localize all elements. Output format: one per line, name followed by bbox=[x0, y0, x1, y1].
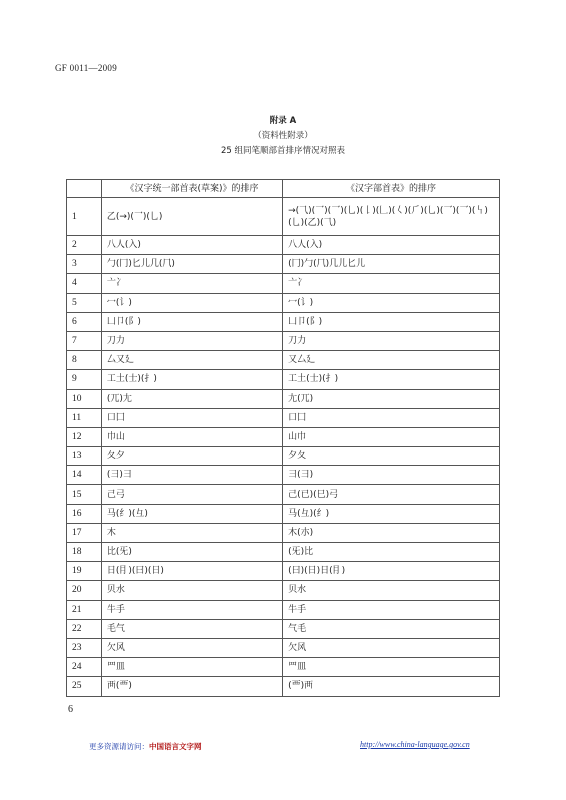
radical-order-cell: (覀)襾 bbox=[283, 677, 500, 696]
row-number-cell: 14 bbox=[67, 466, 102, 485]
radical-order-cell: (旡)比 bbox=[283, 543, 500, 562]
row-number-cell: 8 bbox=[67, 351, 102, 370]
row-number-cell: 22 bbox=[67, 619, 102, 638]
draft-order-cell: 勹(冂)匕儿几(⺇) bbox=[101, 255, 282, 274]
table-row bbox=[67, 466, 500, 485]
radical-order-cell: 夕夂 bbox=[283, 447, 500, 466]
header-draft-order: 《汉字统一部首表(草案)》的排序 bbox=[101, 180, 282, 198]
draft-order-cell: 欠风 bbox=[101, 638, 282, 657]
row-number-cell: 4 bbox=[67, 274, 102, 293]
row-number-cell: 20 bbox=[67, 581, 102, 600]
table-header-row bbox=[67, 180, 500, 198]
row-number-cell: 15 bbox=[67, 485, 102, 504]
table-row bbox=[67, 370, 500, 389]
table-row bbox=[67, 581, 500, 600]
table-row bbox=[67, 543, 500, 562]
radical-order-cell: 己(已)(巳)弓 bbox=[283, 485, 500, 504]
footer-url-link[interactable]: http://www.china-language.gov.cn bbox=[360, 740, 470, 749]
row-number-cell: 5 bbox=[67, 293, 102, 312]
radical-order-cell: (曰)(⽇)日(⺝) bbox=[283, 562, 500, 581]
draft-order-cell: (彐)彐 bbox=[101, 466, 282, 485]
table-row bbox=[67, 427, 500, 446]
row-number-cell: 6 bbox=[67, 312, 102, 331]
appendix-type: （资料性附录） bbox=[253, 131, 313, 141]
row-number-cell: 10 bbox=[67, 389, 102, 408]
radical-order-cell: →(⺄)(⺂)(乛)(⺃)(𠄌)(𠃊)(𡿨)(⺁)(乚)(乛)(乛)(𠃑)(乚)(乙)(⺄) bbox=[283, 198, 500, 236]
radical-order-cell: 亠冫 bbox=[283, 274, 500, 293]
row-number-cell: 19 bbox=[67, 562, 102, 581]
draft-order-cell: 牛手 bbox=[101, 600, 282, 619]
title-block bbox=[0, 114, 566, 159]
radical-order-cell: 罒皿 bbox=[283, 658, 500, 677]
table-caption: 25 组同笔顺部首排序情况对照表 bbox=[220, 146, 346, 156]
draft-order-cell: (兀)尢 bbox=[101, 389, 282, 408]
row-number-cell: 3 bbox=[67, 255, 102, 274]
draft-order-cell: 毛气 bbox=[101, 619, 282, 638]
table-row bbox=[67, 331, 500, 350]
table-row bbox=[67, 523, 500, 542]
row-number-cell: 25 bbox=[67, 677, 102, 696]
radical-order-cell: 彐(彐) bbox=[283, 466, 500, 485]
table-row bbox=[67, 485, 500, 504]
header-number bbox=[67, 180, 102, 198]
appendix-title: 附录 A bbox=[269, 116, 297, 126]
row-number-cell: 11 bbox=[67, 408, 102, 427]
table-body bbox=[67, 198, 500, 697]
radical-order-cell: 刀力 bbox=[283, 331, 500, 350]
row-number-cell: 24 bbox=[67, 658, 102, 677]
radical-order-cell: 牛手 bbox=[283, 600, 500, 619]
radical-order-cell: 尢(兀) bbox=[283, 389, 500, 408]
footer-site-link[interactable]: 中国语言文字网 bbox=[149, 742, 202, 751]
table-row bbox=[67, 198, 500, 236]
draft-order-cell: 口囗 bbox=[101, 408, 282, 427]
draft-order-cell: 工土(士)(扌) bbox=[101, 370, 282, 389]
table-row bbox=[67, 351, 500, 370]
table-row bbox=[67, 619, 500, 638]
radical-order-cell: 八人(入) bbox=[283, 236, 500, 255]
table-row bbox=[67, 677, 500, 696]
footer-prefix: 更多资源请访问： bbox=[89, 742, 149, 751]
row-number-cell: 12 bbox=[67, 427, 102, 446]
draft-order-cell: 乙(→)(乛)(乚) bbox=[101, 198, 282, 236]
draft-order-cell: 冖(讠) bbox=[101, 293, 282, 312]
draft-order-cell: 厶又廴 bbox=[101, 351, 282, 370]
table-row bbox=[67, 293, 500, 312]
draft-order-cell: 比(旡) bbox=[101, 543, 282, 562]
table-row bbox=[67, 236, 500, 255]
table-row bbox=[67, 312, 500, 331]
radical-order-cell: 冖(讠) bbox=[283, 293, 500, 312]
row-number-cell: 13 bbox=[67, 447, 102, 466]
row-number-cell: 17 bbox=[67, 523, 102, 542]
radical-order-cell: 欠风 bbox=[283, 638, 500, 657]
radical-order-cell: 贝水 bbox=[283, 581, 500, 600]
header-radical-order: 《汉字部首表》的排序 bbox=[283, 180, 500, 198]
row-number-cell: 2 bbox=[67, 236, 102, 255]
draft-order-cell: 亠冫 bbox=[101, 274, 282, 293]
row-number-cell: 9 bbox=[67, 370, 102, 389]
radical-order-cell: 口囗 bbox=[283, 408, 500, 427]
table-row bbox=[67, 447, 500, 466]
draft-order-cell: 凵卩(阝) bbox=[101, 312, 282, 331]
draft-order-cell: 贝水 bbox=[101, 581, 282, 600]
radical-order-cell: 工土(士)(扌) bbox=[283, 370, 500, 389]
table-row bbox=[67, 408, 500, 427]
radical-order-cell: 凵卩(阝) bbox=[283, 312, 500, 331]
draft-order-cell: 罒皿 bbox=[101, 658, 282, 677]
row-number-cell: 1 bbox=[67, 198, 102, 236]
draft-order-cell: 己弓 bbox=[101, 485, 282, 504]
radical-order-cell: 马(彑)(纟) bbox=[283, 504, 500, 523]
page-number: 6 bbox=[68, 704, 73, 715]
row-number-cell: 21 bbox=[67, 600, 102, 619]
table-row bbox=[67, 600, 500, 619]
radical-order-cell: 气毛 bbox=[283, 619, 500, 638]
radical-order-cell: 木(朩) bbox=[283, 523, 500, 542]
table-row bbox=[67, 504, 500, 523]
draft-order-cell: 巾山 bbox=[101, 427, 282, 446]
row-number-cell: 16 bbox=[67, 504, 102, 523]
draft-order-cell: 八人(入) bbox=[101, 236, 282, 255]
table-row bbox=[67, 389, 500, 408]
radical-order-cell: 山巾 bbox=[283, 427, 500, 446]
table-row bbox=[67, 255, 500, 274]
table-row bbox=[67, 638, 500, 657]
table-row bbox=[67, 658, 500, 677]
row-number-cell: 7 bbox=[67, 331, 102, 350]
table-row bbox=[67, 274, 500, 293]
draft-order-cell: 日(⺝)(曰)(⽇) bbox=[101, 562, 282, 581]
draft-order-cell: 木 bbox=[101, 523, 282, 542]
radical-order-cell: (冂)勹(⺇)几儿匕儿 bbox=[283, 255, 500, 274]
draft-order-cell: 襾(覀) bbox=[101, 677, 282, 696]
draft-order-cell: 马(纟)(彑) bbox=[101, 504, 282, 523]
row-number-cell: 18 bbox=[67, 543, 102, 562]
footer-text bbox=[89, 741, 202, 752]
draft-order-cell: 刀力 bbox=[101, 331, 282, 350]
row-number-cell: 23 bbox=[67, 638, 102, 657]
radical-order-table bbox=[66, 179, 500, 697]
draft-order-cell: 夂夕 bbox=[101, 447, 282, 466]
table-row bbox=[67, 562, 500, 581]
document-code: GF 0011—2009 bbox=[55, 63, 118, 73]
radical-order-cell: 又厶廴 bbox=[283, 351, 500, 370]
